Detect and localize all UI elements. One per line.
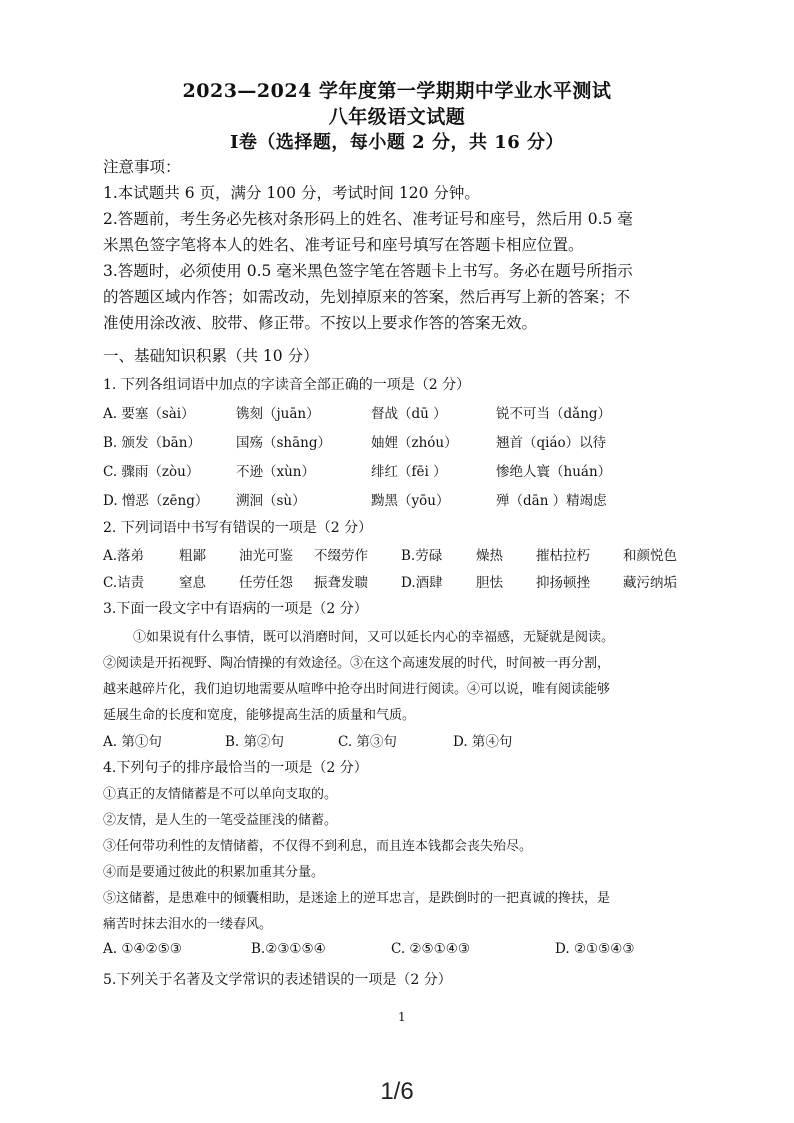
question-2-options-ab bbox=[103, 544, 693, 566]
notes-heading: 注意事项： bbox=[103, 158, 181, 176]
option-cell: B.②③①⑤④ bbox=[251, 941, 326, 957]
option-cell: 窒息 bbox=[179, 575, 206, 591]
question-4-sentence: 痛苦时抹去泪水的一缕春风。 bbox=[103, 917, 273, 932]
question-2-options-cd bbox=[103, 571, 693, 593]
question-3-passage: ①如果说有什么事情，既可以消磨时间，又可以延长内心的幸福感，无疑就是阅读。 bbox=[133, 630, 615, 645]
option-cell: 溯洄（sù） bbox=[236, 493, 306, 509]
exam-title: 2023—2024 学年度第一学期期中学业水平测试 bbox=[182, 80, 612, 102]
option-cell: C. ②⑤①④③ bbox=[391, 941, 470, 957]
option-cell: A. 第①句 bbox=[103, 734, 162, 750]
page-number: 1/6 bbox=[380, 1078, 414, 1105]
option-cell: A. ①④②⑤③ bbox=[103, 941, 182, 957]
option-cell: 和颜悦色 bbox=[623, 548, 677, 564]
question-3-passage: 越来越碎片化，我们迫切地需要从喧哗中抢夺出时间进行阅读。④可以说，唯有阅读能够 bbox=[103, 682, 611, 697]
question-1-option-b bbox=[103, 431, 663, 453]
option-cell: 油光可鉴 bbox=[239, 548, 293, 564]
option-cell: A. 要塞（sài） bbox=[103, 406, 195, 422]
option-cell: 藏污纳垢 bbox=[623, 575, 677, 591]
notes-line: 米黑色签字笔将本人的姓名、准考证号和座号填写在答题卡相应位置。 bbox=[103, 236, 584, 254]
option-cell: 不逊（xùn） bbox=[236, 464, 316, 480]
option-cell: 任劳任怨 bbox=[239, 575, 293, 591]
option-cell: B. 颁发（bān） bbox=[103, 435, 201, 451]
notes-line: 的答题区域内作答；如需改动，先划掉原来的答案，然后再写上新的答案；不 bbox=[103, 288, 631, 306]
notes-line: 准使用涂改液、胶带、修正带。不按以上要求作答的答案无效。 bbox=[103, 314, 538, 332]
question-3-stem: 3.下面一段文字中有语病的一项是（2 分） bbox=[103, 601, 368, 617]
option-cell: 锐不可当（dǎng） bbox=[496, 406, 612, 422]
option-cell: C. 第③句 bbox=[338, 734, 397, 750]
question-2-stem: 2. 下列词语中书写有错误的一项是（2 分） bbox=[103, 520, 373, 536]
option-cell: C. 骤雨（zòu） bbox=[103, 464, 200, 480]
question-4-stem: 4.下列句子的排序最恰当的一项是（2 分） bbox=[103, 760, 368, 776]
notes-line: 3.答题时，必须使用 0.5 毫米黑色签字笔在答题卡上书写。务必在题号所指示 bbox=[103, 262, 633, 280]
option-cell: 国殇（shāng） bbox=[236, 435, 332, 451]
option-cell: 摧枯拉朽 bbox=[536, 548, 590, 564]
option-cell: D. ②①⑤④③ bbox=[555, 941, 635, 957]
question-4-sentence: ②友情，是人生的一笔受益匪浅的储蓄。 bbox=[103, 813, 338, 828]
notes-line: 1.本试题共 6 页，满分 100 分，考试时间 120 分钟。 bbox=[103, 184, 480, 202]
question-4-sentence: ③任何带功利性的友情储蓄，不仅得不到利息，而且连本钱都会丧失殆尽。 bbox=[103, 839, 533, 854]
option-cell: 妯娌（zhóu） bbox=[371, 435, 458, 451]
question-5-stem: 5.下列关于名著及文学常识的表述错误的一项是（2 分） bbox=[103, 972, 452, 988]
option-cell: 振聋发聩 bbox=[314, 575, 368, 591]
option-cell: 抑扬顿挫 bbox=[536, 575, 590, 591]
option-cell: A.落弟 bbox=[103, 548, 145, 564]
option-cell: C.诘责 bbox=[103, 575, 145, 591]
question-1-stem: 1. 下列各组词语中加点的字读音全部正确的一项是（2 分） bbox=[103, 377, 471, 393]
option-cell: B.劳碌 bbox=[401, 548, 443, 564]
paper-part-title: Ⅰ卷（选择题，每小题 2 分，共 16 分） bbox=[229, 132, 565, 153]
option-cell: 镌刻（juān） bbox=[236, 406, 320, 422]
option-cell: 督战（dū ） bbox=[371, 406, 447, 422]
question-3-passage: 延展生命的长度和宽度，能够提高生活的质量和气质。 bbox=[103, 708, 416, 723]
question-4-options bbox=[103, 941, 683, 963]
option-cell: 殚（dān ）精竭虑 bbox=[496, 493, 607, 509]
question-4-sentence: ①真正的友情储蓄是不可以单向支取的。 bbox=[103, 787, 338, 802]
option-cell: D. 第④句 bbox=[453, 734, 513, 750]
option-cell: 粗鄙 bbox=[179, 548, 206, 564]
option-cell: 胆怯 bbox=[476, 575, 503, 591]
option-cell: 惨绝人寰（huán） bbox=[496, 464, 612, 480]
question-3-passage: ②阅读是开拓视野、陶冶情操的有效途径。③在这个高速发展的时代，时间被一再分割， bbox=[103, 656, 611, 671]
option-cell: 绯红（fēi ） bbox=[371, 464, 447, 480]
question-4-sentence: ④而是要通过彼此的积累加重其分量。 bbox=[103, 865, 325, 880]
option-cell: B. 第②句 bbox=[225, 734, 285, 750]
option-cell: D. 憎恶（zēng） bbox=[103, 493, 209, 509]
exam-subtitle: 八年级语文试题 bbox=[328, 106, 466, 128]
question-1-option-c bbox=[103, 460, 663, 482]
section-heading: 一、基础知识积累（共 10 分） bbox=[103, 347, 319, 365]
option-cell: 黝黑（yōu） bbox=[371, 493, 450, 509]
option-cell: 翘首（qiáo）以待 bbox=[496, 435, 607, 451]
question-1-option-d bbox=[103, 489, 663, 511]
option-cell: 不缀劳作 bbox=[314, 548, 368, 564]
option-cell: D.酒肆 bbox=[401, 575, 443, 591]
question-3-options bbox=[103, 730, 663, 752]
page-mark: 1 bbox=[398, 1010, 406, 1024]
option-cell: 燥热 bbox=[476, 548, 503, 564]
question-1-option-a bbox=[103, 402, 663, 424]
question-4-sentence: ⑤这储蓄，是患难中的倾囊相助，是迷途上的逆耳忠言，是跌倒时的一把真诚的搀扶，是 bbox=[103, 891, 611, 906]
notes-line: 2.答题前，考生务必先核对条形码上的姓名、准考证号和座号，然后用 0.5 毫 bbox=[103, 210, 633, 228]
